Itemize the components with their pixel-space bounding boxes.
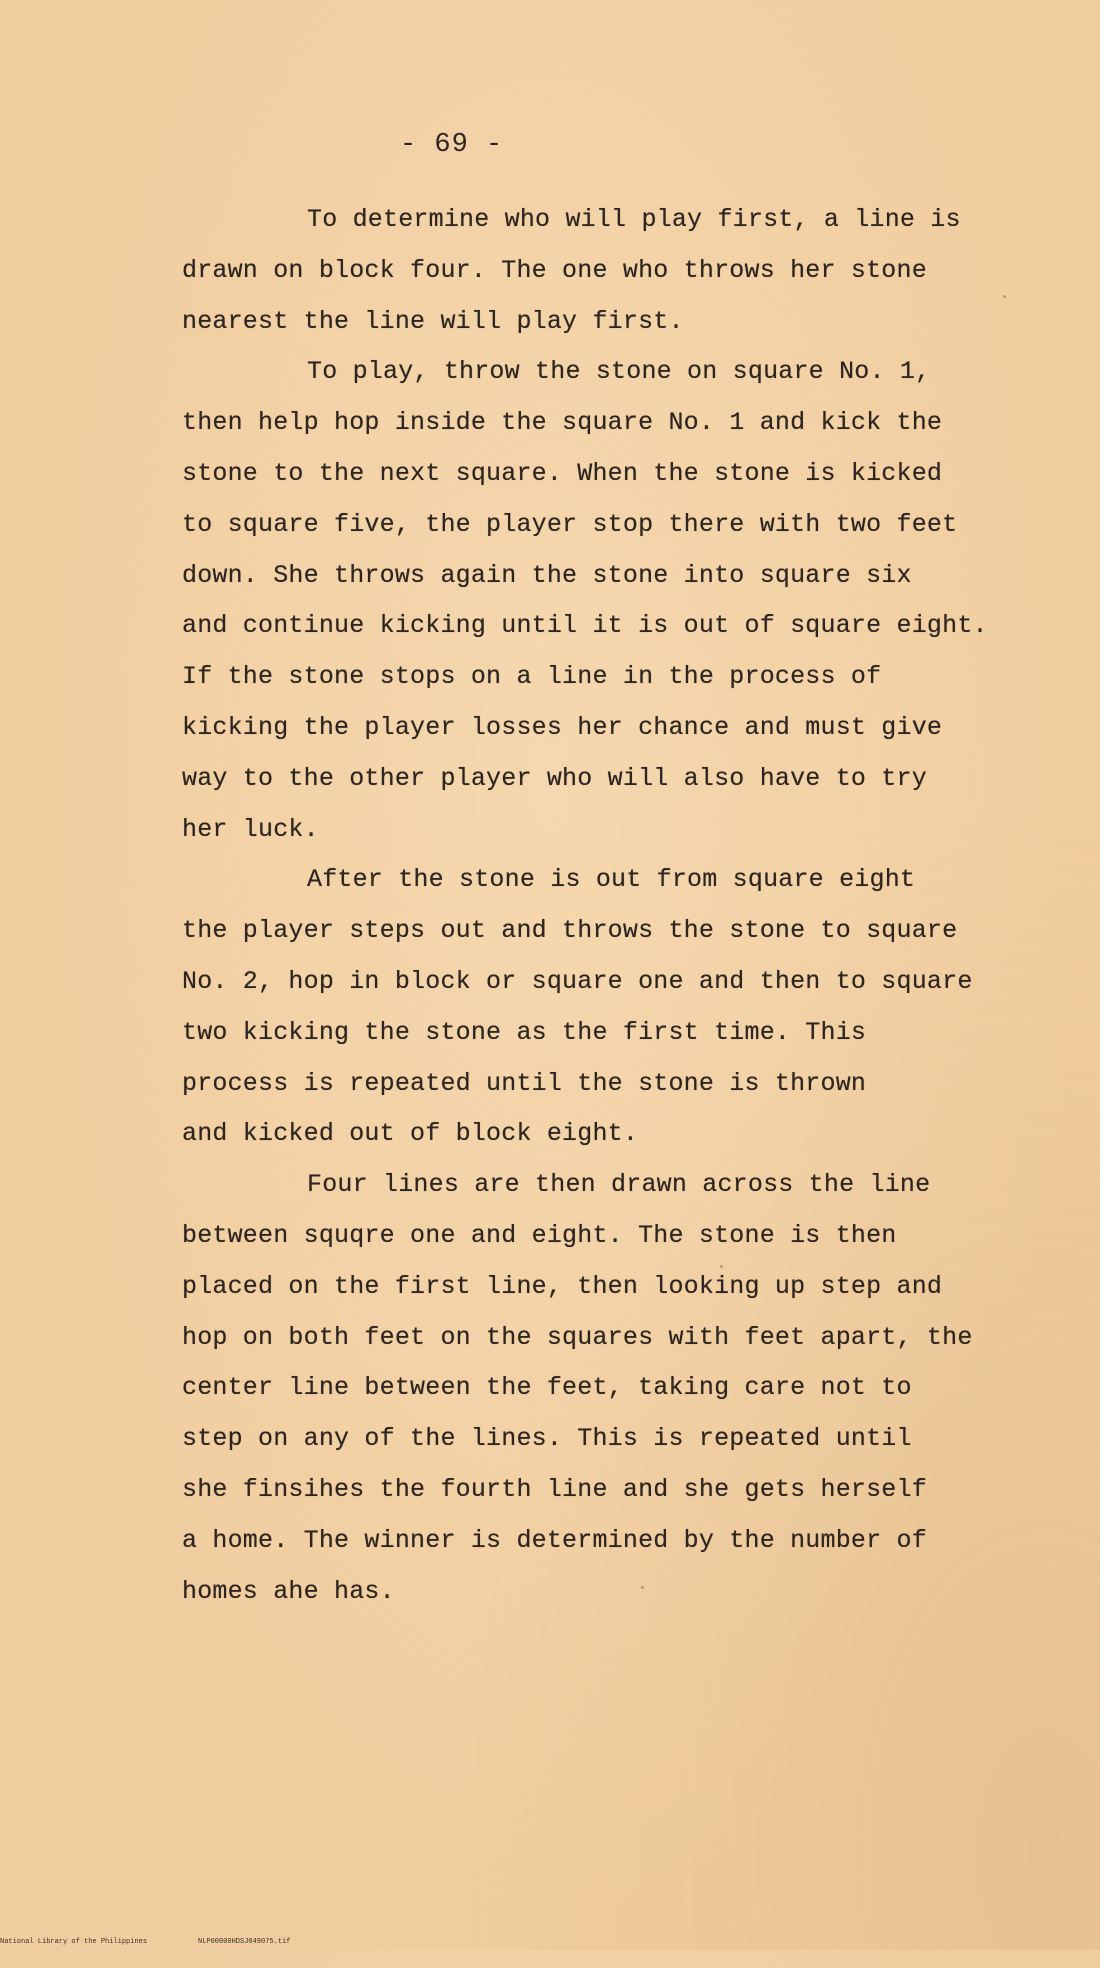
text-line: then help hop inside the square No. 1 and kick the [182,408,943,438]
paper-speck [641,1586,644,1589]
text-line: If the stone stops on a line in the process of [182,662,882,692]
text-line: she finsihes the fourth line and she gets herself [182,1474,927,1504]
footer-library-name: National Library of the Philippines [0,1938,148,1946]
text-line: nearest the line will play first. [182,306,684,336]
text-line: and continue kicking until it is out of square eight. [182,611,988,641]
paper-speck [1003,295,1006,298]
text-line: way to the other player who will also have to try [182,763,927,793]
text-line: process is repeated until the stone is thrown [182,1068,867,1098]
text-line: Four lines are then drawn across the line [307,1170,931,1200]
text-line: To determine who will play first, a line is [307,205,961,234]
text-line: placed on the first line, then looking up step and [182,1271,943,1301]
text-line: No. 2, hop in block or square one and then to square [182,966,973,996]
text-line: After the stone is out from square eight [307,865,916,895]
text-line: center line between the feet, taking care not to [182,1373,912,1403]
text-line: two kicking the stone as the first time. This [182,1017,867,1047]
scan-footer [0,1936,1100,1950]
text-line: to square five, the player stop there with two feet [182,509,958,539]
text-line: hop on both feet on the squares with feet apart, the [182,1322,973,1352]
text-line: homes ahe has. [182,1576,395,1606]
paper-speck [720,1265,723,1268]
text-line: drawn on block four. The one who throws her stone [182,255,927,285]
page-number: - 69 - [400,130,504,160]
text-line: kicking the player losses her chance and must give [182,712,943,742]
footer-file-id: NLP00000HDSJ049075.tif [198,1938,291,1946]
text-line: a home. The winner is determined by the number of [182,1525,927,1555]
text-line: stone to the next square. When the stone is kicked [182,458,943,488]
text-line: and kicked out of block eight. [182,1119,639,1149]
text-line: step on any of the lines. This is repeated until [182,1424,912,1454]
text-line: the player steps out and throws the stone to square [182,916,958,946]
text-line: To play, throw the stone on square No. 1, [307,357,931,387]
text-line: her luck. [182,814,319,844]
text-line: down. She throws again the stone into square six [182,560,912,590]
text-line: between squqre one and eight. The stone is then [182,1220,897,1250]
body-text [182,195,1042,1617]
